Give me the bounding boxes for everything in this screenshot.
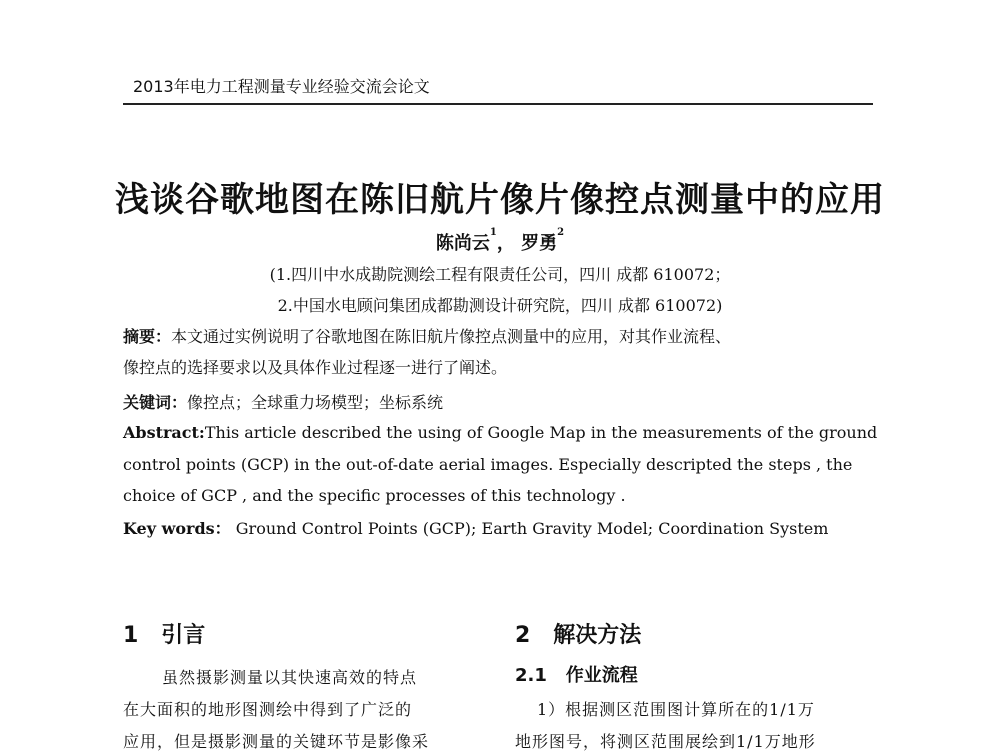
section-1-heading	[123, 618, 205, 649]
abstract-en-line-2: control points (GCP) in the out-of-date aerial images. Especially descripted the steps , the	[123, 455, 853, 474]
section-2-1-line-1: 1）根据测区范围图计算所在的1/1万	[537, 700, 815, 719]
keywords-cn-label: 关键词：	[123, 393, 188, 412]
section-1-number: 1	[123, 623, 139, 648]
section-1-line-1: 虽然摄影测量以其快速高效的特点	[162, 668, 418, 687]
section-2-number: 2	[515, 623, 531, 648]
section-2-1-heading	[515, 661, 638, 687]
keywords-en	[123, 516, 828, 539]
abstract-en-label: Abstract:	[123, 423, 205, 442]
section-2-1-title: 作业流程	[565, 665, 638, 686]
section-1-line-2: 在大面积的地形图测绘中得到了广泛的	[123, 700, 413, 719]
section-2-heading	[515, 618, 641, 649]
author-1: 陈尚云	[435, 233, 490, 254]
abstract-cn-label: 摘要：	[123, 327, 172, 346]
author-separator: ，	[496, 233, 515, 254]
keywords-cn-text: 像控点；全球重力场模型；坐标系统	[187, 393, 444, 412]
section-2-1-number: 2.1	[515, 665, 547, 686]
affiliation-2: 2.中国水电顾问集团成都勘测设计研究院，四川 成都 610072)	[277, 296, 723, 315]
abstract-en-line-1	[123, 423, 877, 442]
header-rule	[123, 103, 873, 105]
running-header: 2013年电力工程测量专业经验交流会论文	[133, 77, 430, 96]
keywords-en-text: Ground Control Points (GCP); Earth Gravity Model; Coordination System	[230, 519, 829, 538]
authors-line	[0, 229, 1000, 255]
paper-title: 浅谈谷歌地图在陈旧航片像片像控点测量中的应用	[115, 180, 885, 220]
abstract-cn-line-1	[123, 324, 731, 347]
keywords-en-label: Key words：	[123, 519, 231, 538]
keywords-cn	[123, 390, 443, 413]
abstract-en-line-3: choice of GCP , and the specific processes of this technology .	[123, 486, 626, 505]
author-2: 罗勇	[521, 233, 558, 254]
abstract-cn-line-2: 像控点的选择要求以及具体作业过程逐一进行了阐述。	[123, 358, 508, 377]
section-1-line-3: 应用，但是摄影测量的关键环节是影像采	[123, 732, 430, 751]
section-1-title: 引言	[161, 623, 206, 648]
affiliation-1: (1.四川中水成勘院测绘工程有限责任公司，四川 成都 610072；	[269, 265, 731, 284]
section-2-title: 解决方法	[553, 623, 642, 648]
abstract-cn-text-1: 本文通过实例说明了谷歌地图在陈旧航片像控点测量中的应用，对其作业流程、	[171, 327, 732, 346]
abstract-en-text-1: This article described the using of Google Map in the measurements of the ground	[204, 423, 878, 442]
author-2-affiliation-mark: 2	[557, 227, 565, 238]
section-2-1-line-2: 地形图号，将测区范围展绘到1/1万地形	[515, 732, 816, 751]
author-1-affiliation-mark: 1	[489, 227, 497, 238]
